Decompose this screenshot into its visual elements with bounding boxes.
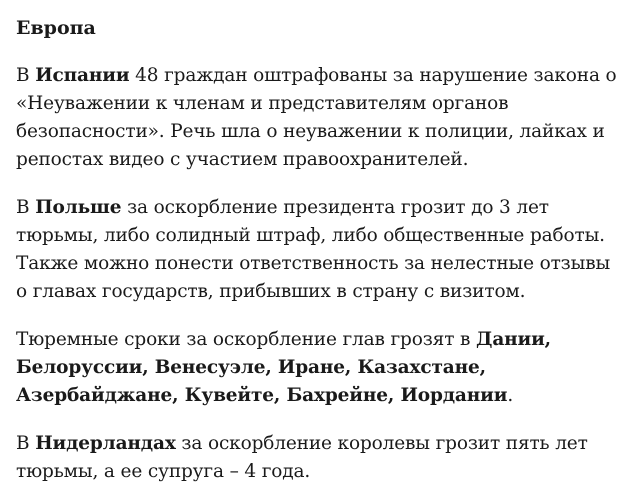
country-name-poland: Польше — [35, 197, 122, 218]
text-run: . — [507, 385, 514, 406]
country-name-spain: Испании — [35, 65, 130, 86]
country-name-netherlands: Нидерландах — [35, 433, 176, 454]
paragraph-poland — [16, 194, 619, 306]
text-run: В — [16, 65, 36, 86]
text-run: за оскорбление президента грозит до 3 лет тюрьмы, либо солидный штраф, либо общественные работы. Также можно понести ответственность за нелестные отзывы о главах государств, прибывших в страну с визитом. — [16, 197, 611, 302]
paragraph-netherlands — [16, 430, 619, 486]
text-run: В — [16, 433, 36, 454]
text-run: В — [16, 197, 36, 218]
paragraph-spain — [16, 62, 619, 174]
text-run: 48 граждан оштрафованы за нарушение закона о «Неуважении к членам и представителям органов безопасности». Речь шла о неуважении к полиции, лайках и репостах видео с участием правоохранителей. — [16, 65, 617, 170]
text-run: Тюремные сроки за оскорбление глав грозят в — [16, 329, 477, 350]
country-list: Дании, Белоруссии, Венесуэле, Иране, Казахстане, Азербайджане, Кувейте, Бахрейне, Иордании — [16, 329, 551, 406]
paragraph-prison-terms — [16, 326, 619, 410]
section-heading: Европа — [16, 17, 96, 39]
text-run: за оскорбление королевы грозит пять лет тюрьмы, а ее супруга – 4 года. — [16, 433, 588, 482]
